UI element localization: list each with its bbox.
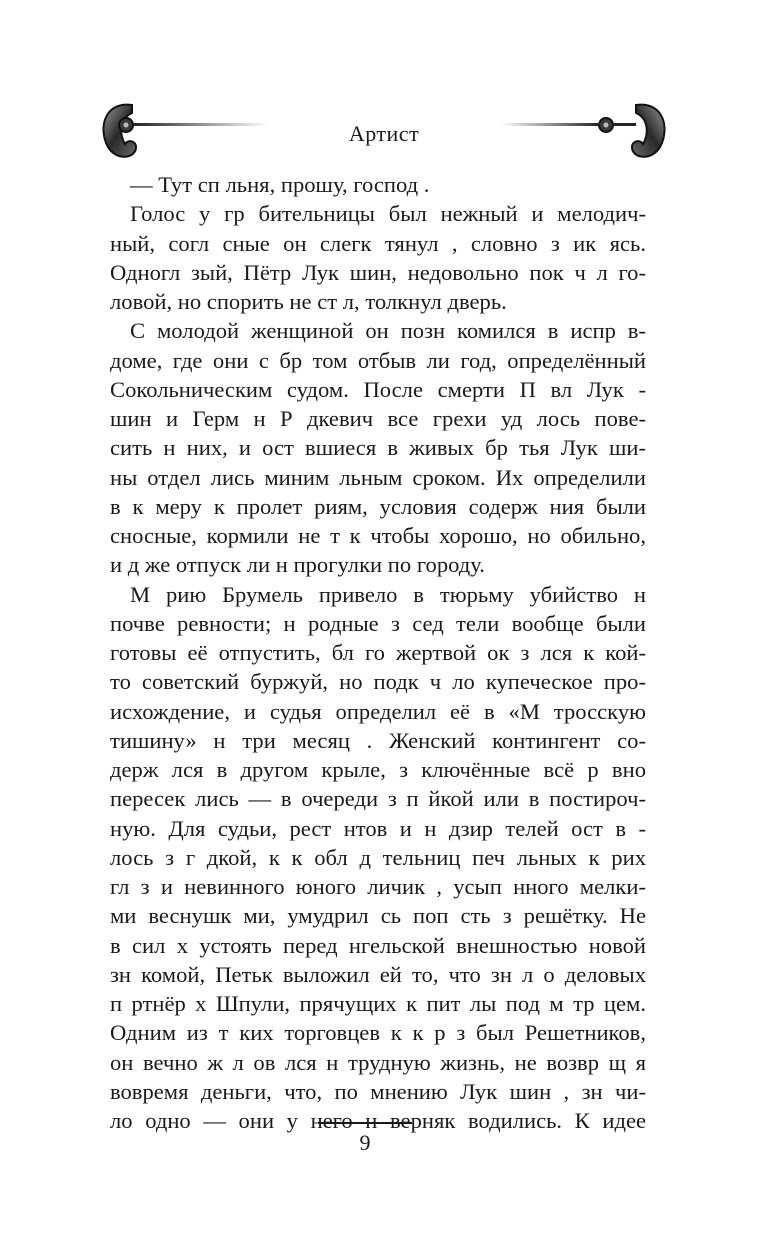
text-line: держ лся в другом крыле, з ключённые всё р вно	[110, 757, 646, 782]
text-line: готовы её отпустить, бл го жертвой ок з лся к кой-	[110, 640, 646, 665]
text-line: почве ревности; н родные з сед тели вообще были	[110, 610, 646, 636]
text-line: сить н них, и ост вшиеся в живых бр тья Лук ши-	[110, 435, 646, 461]
text-line: в к меру к пролет риям, условия содерж ния были	[110, 493, 646, 519]
paragraph	[110, 170, 646, 199]
text-line: ми веснушк ми, умудрил сь поп сть з решётку. Не	[110, 903, 646, 929]
right-ornament-icon	[496, 95, 676, 165]
text-line: ны отдел лись миним льным сроком. Их определили	[110, 464, 646, 490]
text-line: вовремя деньги, что, по мнению Лук шин , зн чи-	[110, 1078, 646, 1104]
text-line: он вечно ж л ов лся н трудную жизнь, не возвр щ я	[110, 1049, 646, 1075]
text-line: исхождение, и судья определил её в «М тросскую	[110, 698, 646, 724]
text-line: Одним из т ких торговцев к к р з был Решетников,	[110, 1020, 646, 1046]
text-line: то советский буржуй, но подк ч ло купеческое про-	[110, 669, 646, 695]
text-line: ный, согл сные он слегк тянул , словно з ик ясь.	[110, 230, 646, 256]
text-line: шин и Герм н Р дкевич все грехи уд лось пове-	[110, 406, 646, 431]
text-line: ную. Для судьи, рест нтов и н дзир телей ост в -	[110, 815, 646, 841]
text-line: М рию Брумель привело в тюрьму убийство н	[130, 581, 646, 607]
text-line: Голос у гр бительницы был нежный и мелодич-	[130, 201, 646, 227]
text-line: гл з и невинного юного личик , усып нного мелки-	[110, 874, 646, 899]
page-number: 9	[359, 1130, 371, 1155]
text-line: сносные, кормили не т к чтобы хорошо, но обильно,	[110, 523, 646, 548]
running-header	[0, 95, 768, 165]
text-line: п ртнёр х Шпули, прячущих к пит лы под м тр цем.	[110, 991, 646, 1016]
footer-divider	[318, 1122, 412, 1124]
text-line: и д же отпуск ли н прогулки по городу.	[110, 552, 485, 578]
paragraph	[110, 316, 646, 579]
text-line: пересек лись — в очереди з п йкой или в постироч-	[110, 786, 646, 812]
running-title: Артист	[348, 121, 420, 146]
text-line: тишину» н три месяц . Женский контингент со-	[110, 727, 646, 753]
text-line: лось з г дкой, к к обл д тельниц печ льных к рих	[110, 844, 646, 870]
paragraph	[110, 580, 646, 1136]
text-line: зн комой, Петьк выложил ей то, что зн л о деловых	[110, 961, 646, 987]
paragraph	[110, 199, 646, 316]
text-line: доме, где они с бр том отбыв ли год, определённый	[110, 347, 646, 373]
text-line: Одногл зый, Пётр Лук шин, недовольно пок ч л го-	[110, 259, 646, 285]
text-line: — Тут сп льня, прошу, господ .	[130, 172, 430, 197]
text-line: Сокольническим судом. После смерти П вл Лук -	[110, 376, 646, 402]
text-line: ловой, но спорить не ст л, толкнул дверь.	[110, 289, 507, 314]
page-body	[110, 170, 646, 1135]
text-line: в сил х устоять перед нгельской внешностью новой	[110, 932, 646, 958]
text-line: С молодой женщиной он позн комился в испр в-	[130, 318, 646, 344]
text-line: ло одно — они у него н верняк водились. К идее	[110, 1108, 646, 1133]
